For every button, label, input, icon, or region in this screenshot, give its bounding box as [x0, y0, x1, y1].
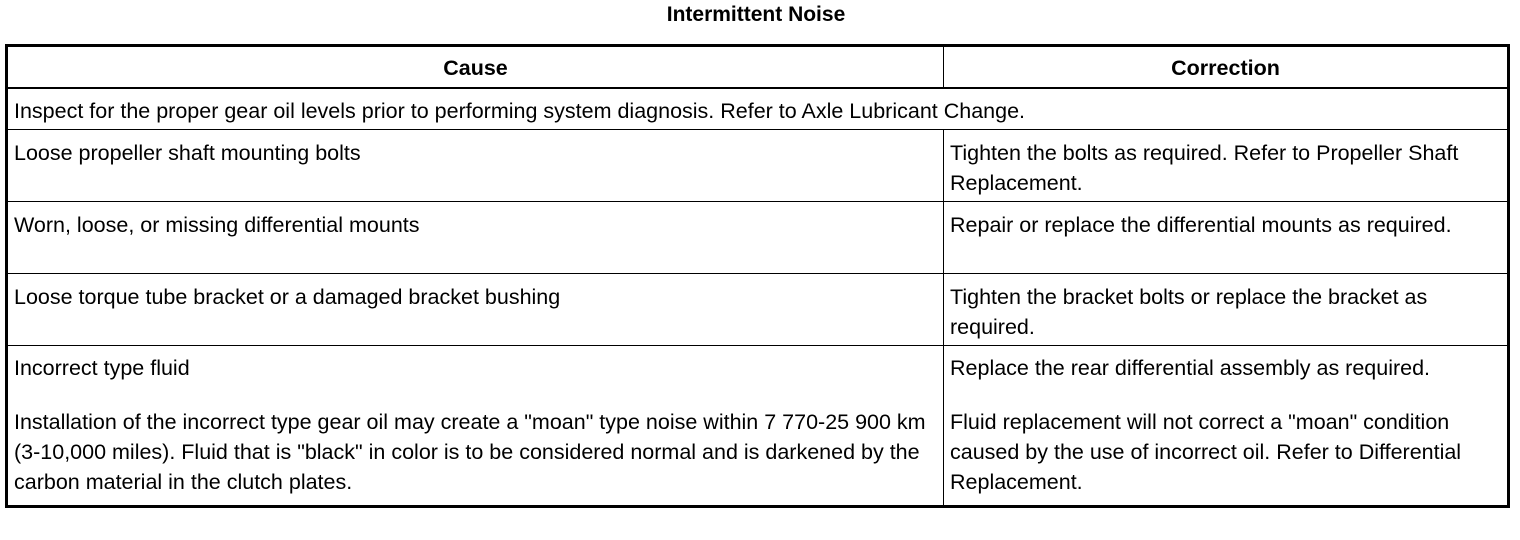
correction-text: Tighten the bolts as required. Refer to Propeller Shaft Replacement. [950, 141, 1459, 195]
correction-cell [944, 274, 1509, 346]
cause-cell [7, 274, 944, 346]
document-title: Intermittent Noise [666, 3, 846, 26]
table-note-row [7, 88, 1509, 130]
column-header-correction: Correction [944, 46, 1509, 89]
column-header-cause: Cause [7, 46, 944, 89]
cause-text: Worn, loose, or missing differential mounts [14, 213, 420, 237]
correction-text: Tighten the bracket bolts or replace the bracket as required. [950, 285, 1428, 339]
cause-text: Loose torque tube bracket or a damaged bracket bushing [14, 285, 561, 309]
table-header-row [7, 46, 1509, 89]
note-cell: Inspect for the proper gear oil levels prior to performing system diagnosis. Refer to Axle Lubricant Change. [7, 88, 1509, 130]
correction-cell [944, 202, 1509, 274]
correction-cell [944, 346, 1509, 507]
cause-cell [7, 346, 944, 507]
table-row [7, 346, 1509, 507]
cause-cell [7, 202, 944, 274]
correction-text: Repair or replace the differential mounts as required. [950, 213, 1452, 237]
cause-detail-text: Installation of the incorrect type gear oil may create a "moan" type noise within 7 770-25 900 km (3-10,000 miles). Fluid that is "black" in color is to be considered normal and is darkened by the carbon material in the clutch plates. [14, 410, 926, 494]
correction-detail-text: Fluid replacement will not correct a "moan" condition caused by the use of incorrect oil. Refer to Differential Replacement. [950, 410, 1462, 494]
diagnosis-table [5, 44, 1510, 508]
correction-cell [944, 130, 1509, 202]
table-row [7, 274, 1509, 346]
cause-text: Incorrect type fluid [14, 356, 190, 380]
correction-text: Replace the rear differential assembly as required. [950, 356, 1431, 380]
cause-cell [7, 130, 944, 202]
table-row [7, 202, 1509, 274]
cause-text: Loose propeller shaft mounting bolts [14, 141, 361, 165]
table-row [7, 130, 1509, 202]
